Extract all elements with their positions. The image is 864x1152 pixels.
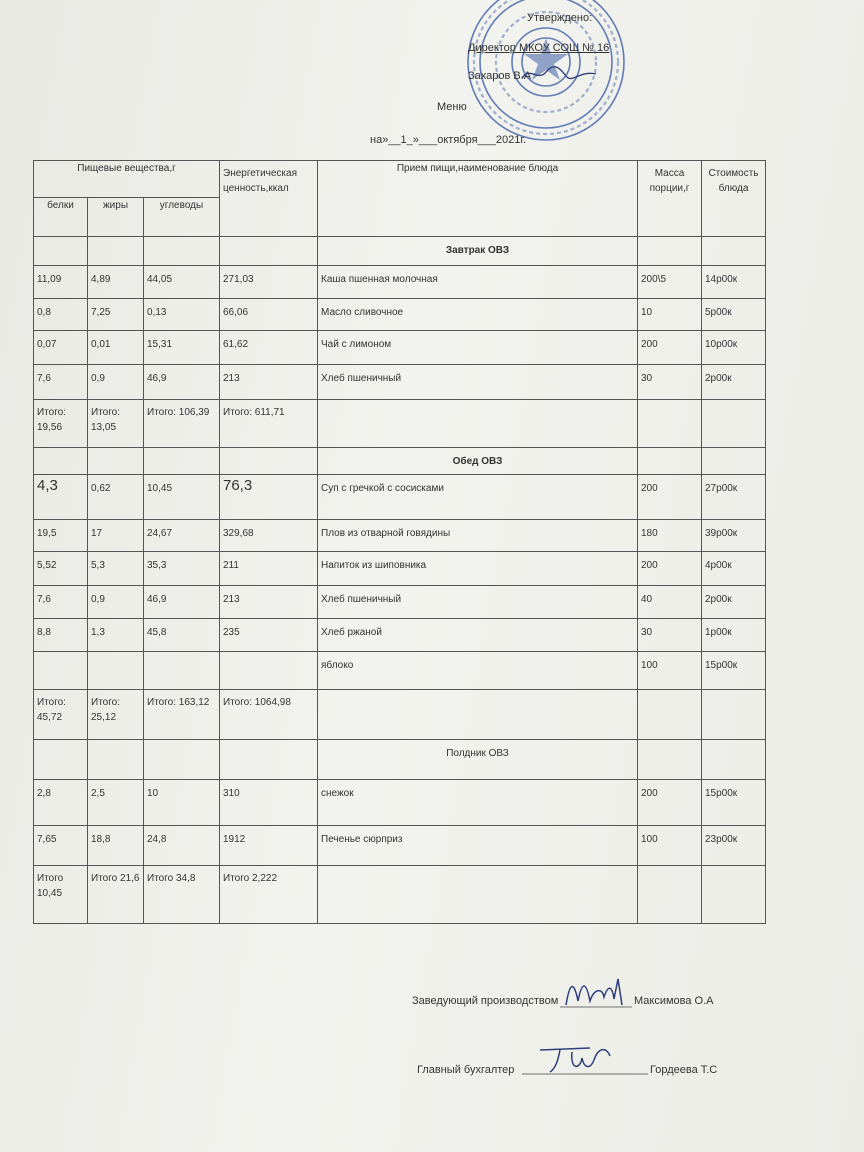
header-carbs: углеводы [144,198,220,237]
section-title: Завтрак ОВЗ [318,237,638,266]
header-protein: белки [34,198,88,237]
table-row: 11,09 4,89 44,05 271,03 Каша пшенная молочная 200\5 14р00к [34,266,766,299]
section-title: Обед ОВЗ [318,448,638,475]
menu-title: Меню [437,101,467,113]
header-meal: Прием пищи,наименование блюда [318,161,638,237]
table-row: 7,6 0,9 46,9 213 Хлеб пшеничный 40 2р00к [34,586,766,619]
accountant-label: Главный бухгалтер [417,1064,515,1076]
manager-name: Максимова О.А [634,995,714,1007]
header-cost: Стоимость блюда [702,161,766,237]
header-nutrients: Пищевые вещества,г [34,161,220,198]
menu-date: на»__1_»___октября___2021г. [370,134,527,146]
section-title: Полдник ОВЗ [318,740,638,780]
total-row: Итого: 45,72 Итого: 25,12 Итого: 163,12 Итого: 1064,98 [34,690,766,740]
table-row: 7,6 0,9 46,9 213 Хлеб пшеничный 30 2р00к [34,365,766,400]
director-signature [520,62,600,84]
header-energy: Энергетическая ценность,ккал [220,161,318,237]
table-row: 8,8 1,3 45,8 235 Хлеб ржаной 30 1р00к [34,619,766,652]
menu-table [33,160,766,924]
header-fat: жиры [88,198,144,237]
total-row: Итого: 19,56 Итого: 13,05 Итого: 106,39 Итого: 611,71 [34,400,766,448]
table-row: 7,65 18,8 24,8 1912 Печенье сюрприз 100 23р00к [34,826,766,866]
approved-label: Утверждено: [527,12,593,24]
table-row: 0,8 7,25 0,13 66,06 Масло сливочное 10 5р00к [34,299,766,331]
table-row: 2,8 2,5 10 310 снежок 200 15р00к [34,780,766,826]
table-row: 5,52 5,3 35,3 211 Напиток из шиповника 200 4р00к [34,552,766,586]
accountant-signature [520,1040,650,1078]
manager-label: Заведующий производством [412,995,559,1007]
accountant-name: Гордеева Т.С [650,1064,718,1076]
table-row: 4,3 0,62 10,45 76,3 Суп с гречкой с сосисками 200 27р00к [34,475,766,520]
manager-signature [560,975,640,1013]
table-row: 19,5 17 24,67 329,68 Плов из отварной говядины 180 39р00к [34,520,766,552]
director-title: Директор МКОУ СОШ № 16 [468,42,610,54]
director-name: Захаров В.А [468,70,532,82]
table-row: яблоко 100 15р00к [34,652,766,690]
header-mass: Масса порции,г [638,161,702,237]
total-row: Итого 10,45 Итого 21,6 Итого 34,8 Итого 2,222 [34,866,766,924]
table-row: 0,07 0,01 15,31 61,62 Чай с лимоном 200 10р00к [34,331,766,365]
